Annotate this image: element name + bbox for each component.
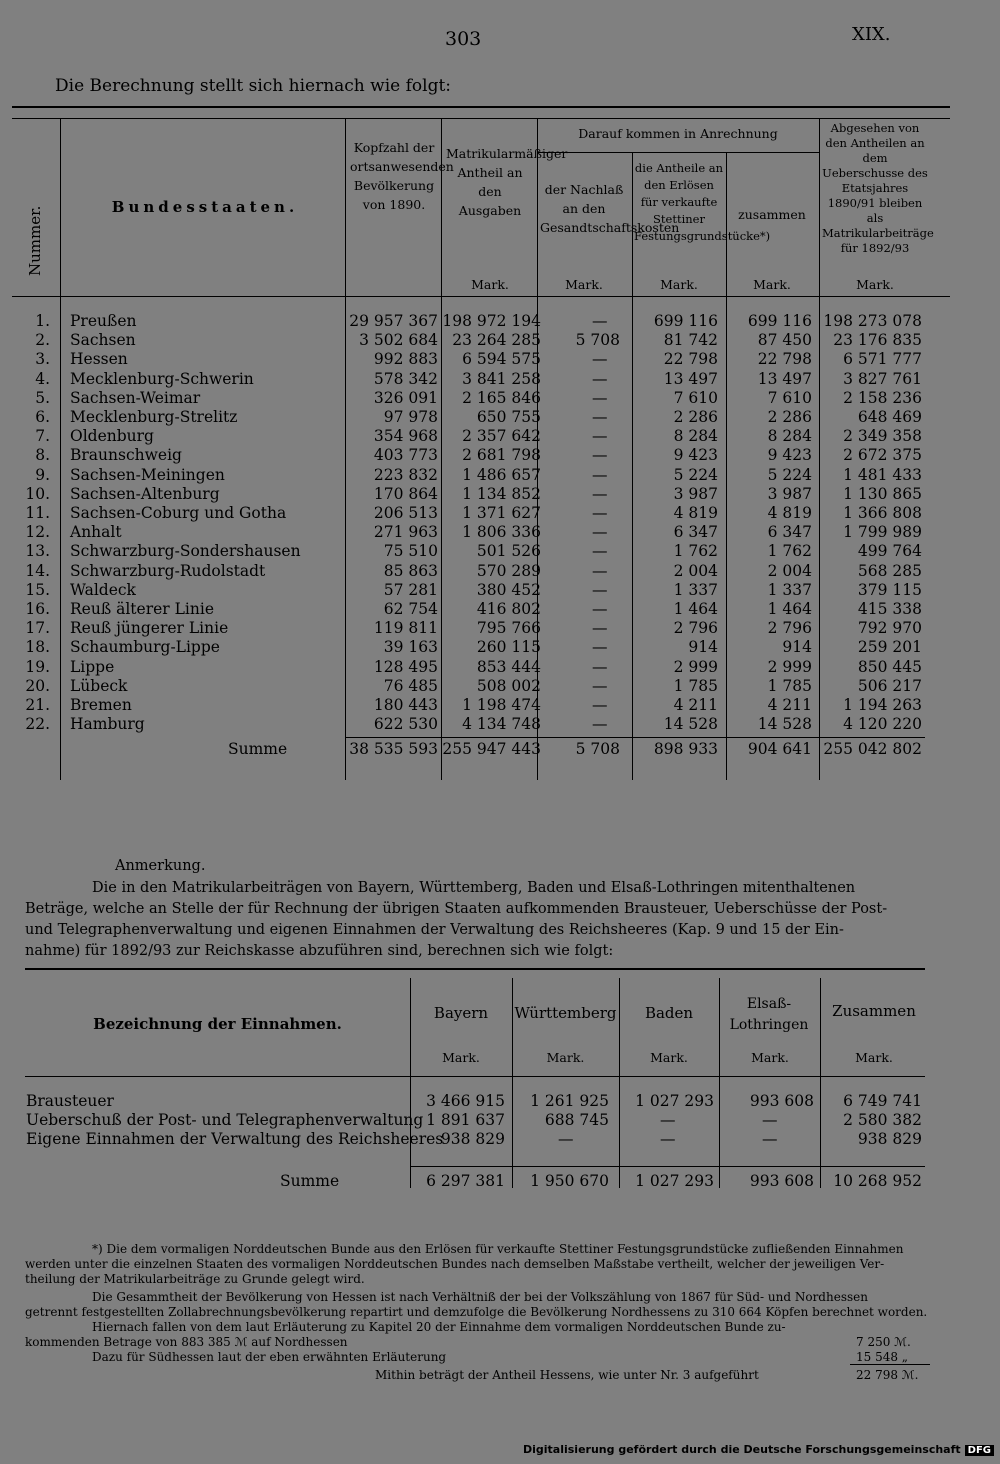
t2-unit-mark: Mark.: [546, 1050, 585, 1065]
matrikularbeitrag-cell: 1 799 989: [843, 523, 922, 542]
footnote-line: Dazu für Südhessen laut der eben erwähnten Erläuterung: [92, 1350, 447, 1364]
zusammen-cell: 2 796: [767, 619, 812, 638]
nachlass-cell: —: [592, 542, 608, 561]
anmerkung-line: Beträge, welche an Stelle der für Rechnung der übrigen Staaten aufkommenden Brausteuer, Ueberschüsse der Post-: [25, 901, 888, 917]
t2-unit-mark: Mark.: [855, 1050, 893, 1065]
kopfzahl-cell: 992 883: [373, 350, 438, 369]
header-matrikular: Matrikularmäßiger Antheil an den Ausgaben: [446, 146, 568, 218]
row-number: 19.: [25, 657, 50, 676]
t2-cell: 1 891 637: [426, 1111, 505, 1129]
matrikularbeitrag-cell: 2 672 375: [843, 446, 922, 465]
anmerkung-line: Die in den Matrikularbeiträgen von Bayern, Württemberg, Baden und Elsaß-Lothringen mitenthaltenen: [92, 880, 856, 896]
summe-cell: 898 933: [653, 740, 718, 758]
t2-summe-cell: 1 027 293: [635, 1172, 714, 1190]
kopfzahl-cell: 85 863: [383, 561, 438, 580]
matrikular-cell: 1 806 336: [462, 523, 541, 542]
matrikularbeitrag-cell: 648 469: [857, 408, 922, 426]
zusammen-cell: 1 762: [767, 542, 812, 561]
kopfzahl-cell: 29 957 367: [349, 312, 438, 330]
matrikularbeitrag-cell: 1 481 433: [843, 465, 922, 484]
zusammen-cell: 3 987: [767, 484, 812, 503]
footnote-line: *) Die dem vormaligen Norddeutschen Bunde aus den Erlösen für verkaufte Stettiner Festungsgrundstücke zufließenden Einnahmen: [92, 1242, 904, 1256]
matrikular-cell: 2 357 642: [462, 427, 541, 446]
t2-summe-cell: 993 608: [749, 1172, 814, 1190]
antheile-cell: 4 819: [673, 504, 718, 522]
table1-row: [0, 370, 1000, 389]
state-name: Schaumburg-Lippe: [70, 638, 220, 657]
state-name: Hessen: [70, 350, 128, 369]
nachlass-cell: —: [592, 619, 608, 638]
anmerkung-line: nahme) für 1892/93 zur Reichskasse abzuführen sind, berechnen sich wie folgt:: [25, 943, 614, 959]
zusammen-cell: 87 450: [757, 331, 812, 350]
unit-mark: Mark.: [565, 277, 603, 292]
footnote-line: kommenden Betrage von 883 385 ℳ auf Nordhessen: [25, 1335, 348, 1349]
nachlass-cell: —: [592, 715, 608, 734]
row-number: 12.: [25, 523, 50, 542]
kopfzahl-cell: 76 485: [383, 676, 438, 695]
matrikular-cell: 2 165 846: [462, 388, 541, 407]
zusammen-cell: 22 798: [757, 350, 812, 369]
table1-row: [0, 581, 1000, 600]
zusammen-cell: 1 785: [767, 676, 812, 695]
zusammen-cell: 4 819: [767, 504, 812, 522]
row-number: 22.: [25, 715, 50, 734]
matrikularbeitrag-cell: 3 827 761: [843, 369, 922, 388]
unit-mark: Mark.: [471, 277, 509, 292]
matrikular-cell: 260 115: [476, 638, 541, 657]
row-number: 2.: [35, 331, 50, 350]
zusammen-cell: 2 286: [767, 408, 812, 426]
nachlass-cell: —: [592, 638, 608, 657]
zusammen-cell: 4 211: [767, 696, 812, 714]
matrikularbeitrag-cell: 259 201: [857, 638, 922, 657]
row-number: 11.: [25, 504, 50, 522]
t2-cell: 1 261 925: [530, 1092, 609, 1110]
kopfzahl-cell: 578 342: [373, 369, 438, 388]
antheile-cell: 14 528: [663, 715, 718, 734]
antheile-cell: 13 497: [663, 369, 718, 388]
matrikular-cell: 853 444: [476, 657, 541, 676]
kopfzahl-cell: 354 968: [373, 427, 438, 446]
footnote-line: theilung der Matrikularbeiträge zu Grunde gelegt wird.: [25, 1272, 365, 1286]
row-number: 14.: [25, 561, 50, 580]
state-name: Bremen: [70, 696, 132, 714]
row-number: 1.: [35, 312, 50, 330]
summe-cell: 38 535 593: [349, 740, 438, 758]
kopfzahl-cell: 119 811: [373, 619, 438, 638]
table1-row: [0, 485, 1000, 504]
matrikularbeitrag-cell: 506 217: [857, 676, 922, 695]
footnote-line: Hiernach fallen von dem laut Erläuterung zu Kapitel 20 der Einnahme dem vormaligen Norddeutschen Bunde zu-: [92, 1320, 786, 1334]
kopfzahl-cell: 128 495: [373, 657, 438, 676]
table1-row: [0, 562, 1000, 581]
table1-row: [0, 312, 1000, 331]
nachlass-cell: —: [592, 561, 608, 580]
page-number: 303: [445, 28, 482, 50]
row-number: 4.: [35, 369, 50, 388]
antheile-cell: 2 004: [673, 561, 718, 580]
state-name: Lübeck: [70, 676, 128, 695]
nachlass-cell: —: [592, 388, 608, 407]
t2-cell: —: [762, 1111, 778, 1129]
antheile-cell: 1 337: [673, 580, 718, 599]
zusammen-cell: 7 610: [767, 388, 812, 407]
antheile-cell: 7 610: [673, 388, 718, 407]
matrikular-cell: 1 134 852: [462, 484, 541, 503]
t2-summe-cell: 1 950 670: [530, 1172, 609, 1190]
footnote-value: 15 548 „: [856, 1350, 909, 1364]
antheile-cell: 1 762: [673, 542, 718, 561]
row-number: 18.: [25, 638, 50, 657]
matrikularbeitrag-cell: 6 571 777: [843, 350, 922, 369]
intro-text: Die Berechnung stellt sich hiernach wie folgt:: [55, 76, 452, 96]
nachlass-cell: —: [592, 350, 608, 369]
matrikularbeitrag-cell: 2 349 358: [843, 427, 922, 446]
antheile-cell: 1 785: [673, 676, 718, 695]
header-nummer: Nummer.: [26, 205, 44, 276]
nachlass-cell: 5 708: [575, 331, 620, 350]
antheile-cell: 8 284: [673, 427, 718, 446]
table1-row: [0, 619, 1000, 638]
summe-cell: 904 641: [747, 740, 812, 758]
antheile-cell: 1 464: [673, 600, 718, 618]
matrikularbeitrag-cell: 499 764: [857, 542, 922, 561]
matrikularbeitrag-cell: 1 194 263: [843, 696, 922, 714]
t2-summe-cell: 10 268 952: [833, 1172, 922, 1190]
matrikular-cell: 3 841 258: [462, 369, 541, 388]
nachlass-cell: —: [592, 523, 608, 542]
nachlass-cell: —: [592, 408, 608, 426]
matrikular-cell: 650 755: [476, 408, 541, 426]
antheile-cell: 2 286: [673, 408, 718, 426]
unit-mark: Mark.: [856, 277, 894, 292]
nachlass-cell: —: [592, 580, 608, 599]
matrikular-cell: 1 486 657: [462, 465, 541, 484]
anmerkung-title: Anmerkung.: [115, 858, 206, 874]
state-name: Sachsen-Weimar: [70, 388, 201, 407]
row-number: 7.: [35, 427, 50, 446]
state-name: Preußen: [70, 312, 137, 330]
state-name: Schwarzburg-Rudolstadt: [70, 561, 266, 580]
kopfzahl-cell: 206 513: [373, 504, 438, 522]
t2-cell: —: [558, 1130, 574, 1148]
zusammen-cell: 5 224: [767, 465, 812, 484]
row-number: 20.: [25, 676, 50, 695]
kopfzahl-cell: 62 754: [383, 600, 438, 618]
table1-row: [0, 446, 1000, 465]
t2-summe-row: [0, 1172, 1000, 1191]
header-abgesehen: Abgesehen von den Antheilen an dem Ueberschusse des Etatsjahres 1890/91 bleiben als Matrikularbeiträge für 1892/93: [822, 121, 934, 255]
antheile-cell: 914: [688, 638, 718, 657]
state-name: Anhalt: [70, 523, 122, 542]
nachlass-cell: —: [592, 504, 608, 522]
row-number: 3.: [35, 350, 50, 369]
t2-header-bezeichnung: Bezeichnung der Einnahmen.: [93, 1015, 342, 1033]
t2-cell: 938 829: [857, 1130, 922, 1148]
state-name: Braunschweig: [70, 446, 182, 465]
kopfzahl-cell: 271 963: [373, 523, 438, 542]
row-number: 21.: [25, 696, 50, 714]
t2-cell: 688 745: [544, 1111, 609, 1129]
nachlass-cell: —: [592, 676, 608, 695]
t2-cell: 993 608: [749, 1092, 814, 1110]
header-darauf: Darauf kommen in Anrechnung: [578, 126, 778, 141]
matrikularbeitrag-cell: 23 176 835: [833, 331, 922, 350]
table1-row: [0, 427, 1000, 446]
matrikular-cell: 1 198 474: [462, 696, 541, 714]
t2-summe-label: Summe: [280, 1172, 340, 1190]
nachlass-cell: —: [592, 427, 608, 446]
matrikularbeitrag-cell: 1 366 808: [843, 504, 922, 522]
table1-row: [0, 600, 1000, 619]
zusammen-cell: 699 116: [747, 312, 812, 330]
kopfzahl-cell: 75 510: [383, 542, 438, 561]
matrikular-cell: 795 766: [476, 619, 541, 638]
footnote-value: 7 250 ℳ.: [856, 1335, 911, 1349]
state-name: Oldenburg: [70, 427, 154, 446]
header-zusammen: zusammen: [738, 207, 806, 222]
kopfzahl-cell: 180 443: [373, 696, 438, 714]
row-number: 16.: [25, 600, 50, 618]
matrikular-cell: 508 002: [476, 676, 541, 695]
t2-cell: 2 580 382: [843, 1111, 922, 1129]
table1-row: [0, 638, 1000, 657]
state-name: Sachsen-Altenburg: [70, 484, 220, 503]
row-number: 9.: [35, 465, 50, 484]
t2-label: Brausteuer: [26, 1092, 114, 1110]
row-number: 10.: [25, 484, 50, 503]
table1-row: [0, 542, 1000, 561]
antheile-cell: 22 798: [663, 350, 718, 369]
row-number: 15.: [25, 580, 50, 599]
header-antheile: die Antheile an den Erlösen für verkaufte Stettiner Festungsgrundstücke*): [634, 161, 771, 243]
unit-mark: Mark.: [753, 277, 791, 292]
t2-row: [0, 1130, 1000, 1149]
zusammen-cell: 2 004: [767, 561, 812, 580]
antheile-cell: 9 423: [673, 446, 718, 465]
nachlass-cell: —: [592, 484, 608, 503]
footnote-value: 22 798 ℳ.: [856, 1368, 919, 1382]
matrikular-cell: 570 289: [476, 561, 541, 580]
matrikular-cell: 1 371 627: [462, 504, 541, 522]
anmerkung-line: und Telegraphenverwaltung und eigenen Einnahmen der Verwaltung des Reichsheeres (Kap. 9 und 15 der Ein-: [25, 922, 844, 938]
t2-cell: —: [660, 1111, 676, 1129]
footnote-line: getrennt festgestellten Zollabrechnungsbevölkerung repartirt und demzufolge die Bevölkerung Nordhessens zu 310 664 Köpfen berechnet worden.: [25, 1305, 928, 1319]
unit-mark: Mark.: [660, 277, 698, 292]
table1-row: [0, 696, 1000, 715]
footnote-line: Mithin beträgt der Antheil Hessens, wie unter Nr. 3 aufgeführt: [375, 1368, 759, 1382]
state-name: Mecklenburg-Strelitz: [70, 408, 238, 426]
kopfzahl-cell: 39 163: [383, 638, 438, 657]
table1-row: [0, 466, 1000, 485]
header-bundesstaaten: Bundesstaaten.: [111, 198, 299, 216]
state-name: Lippe: [70, 657, 115, 676]
state-name: Sachsen: [70, 331, 136, 350]
state-name: Waldeck: [70, 580, 136, 599]
table1-row: [0, 677, 1000, 696]
table1-row: [0, 504, 1000, 523]
nachlass-cell: —: [592, 600, 608, 618]
zusammen-cell: 1 464: [767, 600, 812, 618]
kopfzahl-cell: 403 773: [373, 446, 438, 465]
t2-cell: 6 749 741: [843, 1092, 922, 1110]
t2-unit-mark: Mark.: [751, 1050, 789, 1065]
matrikular-cell: 501 526: [476, 542, 541, 561]
antheile-cell: 5 224: [673, 465, 718, 484]
zusammen-cell: 9 423: [767, 446, 812, 465]
zusammen-cell: 914: [782, 638, 812, 657]
antheile-cell: 3 987: [673, 484, 718, 503]
nachlass-cell: —: [592, 369, 608, 388]
nachlass-cell: —: [592, 465, 608, 484]
t2-header-elsass: Elsaß-Lothringen: [729, 996, 809, 1033]
state-name: Mecklenburg-Schwerin: [70, 369, 254, 388]
nachlass-cell: —: [592, 446, 608, 465]
matrikular-cell: 380 452: [476, 580, 541, 599]
t2-summe-cell: 6 297 381: [426, 1172, 505, 1190]
summe-label: Summe: [228, 740, 288, 758]
state-name: Hamburg: [70, 715, 145, 734]
matrikular-cell: 416 802: [476, 600, 541, 618]
footer-text: Digitalisierung gefördert durch die Deutsche Forschungsgemeinschaft: [522, 1443, 961, 1456]
matrikularbeitrag-cell: 415 338: [857, 600, 922, 618]
zusammen-cell: 6 347: [767, 523, 812, 542]
state-name: Sachsen-Meiningen: [70, 465, 225, 484]
t2-cell: 938 829: [440, 1130, 505, 1148]
antheile-cell: 81 742: [663, 331, 718, 350]
row-number: 8.: [35, 446, 50, 465]
kopfzahl-cell: 3 502 684: [359, 331, 438, 350]
zusammen-cell: 1 337: [767, 580, 812, 599]
summe-cell: 255 042 802: [823, 740, 922, 758]
zusammen-cell: 14 528: [757, 715, 812, 734]
kopfzahl-cell: 57 281: [383, 580, 438, 599]
kopfzahl-cell: 622 530: [373, 715, 438, 734]
antheile-cell: 2 999: [673, 657, 718, 676]
matrikularbeitrag-cell: 568 285: [857, 561, 922, 580]
table1-row: [0, 389, 1000, 408]
state-name: Reuß älterer Linie: [70, 600, 214, 618]
matrikularbeitrag-cell: 4 120 220: [843, 715, 922, 734]
table1-row: [0, 715, 1000, 734]
table1-row: [0, 331, 1000, 350]
table1-row: [0, 658, 1000, 677]
kopfzahl-cell: 170 864: [373, 484, 438, 503]
state-name: Reuß jüngerer Linie: [70, 619, 229, 638]
t2-cell: —: [762, 1130, 778, 1148]
t2-cell: —: [660, 1130, 676, 1148]
zusammen-cell: 8 284: [767, 427, 812, 446]
matrikularbeitrag-cell: 198 273 078: [823, 312, 922, 330]
row-number: 5.: [35, 388, 50, 407]
matrikular-cell: 6 594 575: [462, 350, 541, 369]
matrikular-cell: 2 681 798: [462, 446, 541, 465]
digitization-credit: [523, 1443, 994, 1456]
t2-cell: 3 466 915: [426, 1092, 505, 1110]
footnote-line: werden unter die einzelnen Staaten des vormaligen Norddeutschen Bundes nach demselben Maßstabe vertheilt, welcher der jeweiligen Ver-: [25, 1257, 885, 1271]
table1-row: [0, 350, 1000, 369]
row-number: 17.: [25, 619, 50, 638]
t2-label: Eigene Einnahmen der Verwaltung des Reichsheeres: [26, 1130, 444, 1148]
t2-row: [0, 1092, 1000, 1111]
kopfzahl-cell: 326 091: [373, 388, 438, 407]
matrikular-cell: 4 134 748: [462, 715, 541, 734]
matrikularbeitrag-cell: 1 130 865: [843, 484, 922, 503]
summe-cell: 5 708: [575, 740, 620, 758]
antheile-cell: 4 211: [673, 696, 718, 714]
roman-number: XIX.: [852, 24, 891, 45]
t2-cell: 1 027 293: [635, 1092, 714, 1110]
matrikularbeitrag-cell: 792 970: [857, 619, 922, 638]
table1-row: [0, 408, 1000, 427]
t2-header-zusammen: Zusammen: [832, 1002, 916, 1020]
kopfzahl-cell: 97 978: [383, 408, 438, 426]
kopfzahl-cell: 223 832: [373, 465, 438, 484]
row-number: 6.: [35, 408, 50, 426]
zusammen-cell: 13 497: [757, 369, 812, 388]
header-nachlass: der Nachlaß an den Gesandtschaftskosten: [540, 182, 680, 235]
nachlass-cell: —: [592, 657, 608, 676]
t2-unit-mark: Mark.: [650, 1050, 688, 1065]
t2-label: Ueberschuß der Post- und Telegraphenverwaltung: [26, 1111, 424, 1129]
table1-row: [0, 523, 1000, 542]
dfg-logo: DFG: [965, 1445, 994, 1456]
antheile-cell: 6 347: [673, 523, 718, 542]
antheile-cell: 2 796: [673, 619, 718, 638]
nachlass-cell: —: [592, 696, 608, 714]
t2-unit-mark: Mark.: [442, 1050, 480, 1065]
row-number: 13.: [25, 542, 50, 561]
matrikular-cell: 23 264 285: [452, 331, 541, 350]
table1-summe-row: [0, 740, 1000, 759]
t2-header-wuerttemberg: Württemberg: [514, 1004, 617, 1022]
nachlass-cell: —: [592, 312, 608, 330]
state-name: Sachsen-Coburg und Gotha: [70, 504, 287, 522]
zusammen-cell: 2 999: [767, 657, 812, 676]
footnote-line: Die Gesammtheit der Bevölkerung von Hessen ist nach Verhältniß der bei der Volkszählung von 1867 für Süd- und Nordhessen: [92, 1290, 868, 1304]
header-kopfzahl: Kopfzahl der ortsanwesenden Bevölkerung von 1890.: [350, 140, 454, 212]
matrikularbeitrag-cell: 379 115: [857, 580, 922, 599]
matrikularbeitrag-cell: 2 158 236: [843, 388, 922, 407]
t2-row: [0, 1111, 1000, 1130]
matrikular-cell: 198 972 194: [442, 312, 541, 330]
t2-header-bayern: Bayern: [433, 1004, 489, 1022]
matrikularbeitrag-cell: 850 445: [857, 657, 922, 676]
t2-header-baden: Baden: [644, 1004, 694, 1022]
state-name: Schwarzburg-Sondershausen: [70, 542, 301, 561]
antheile-cell: 699 116: [653, 312, 718, 330]
summe-cell: 255 947 443: [442, 740, 541, 758]
